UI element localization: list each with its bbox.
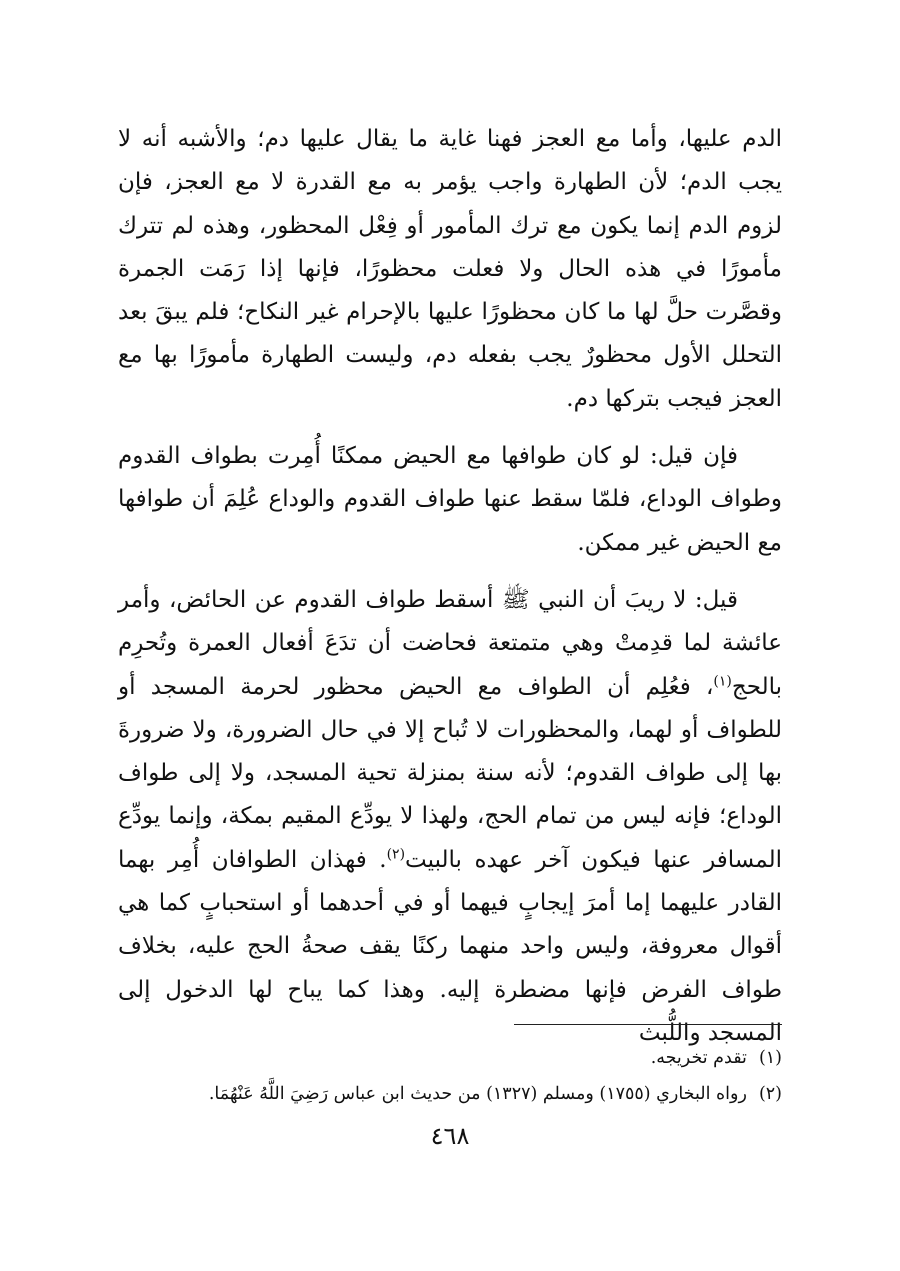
p3-line-1: قيل: لا ريبَ أن النبي ﷺ أسقط طواف القدوم عن الحائض، وأمر [118, 586, 738, 613]
p3-line-3: بالحج [731, 673, 782, 700]
footnote-2-text: رواه البخاري (١٧٥٥) ومسلم (١٣٢٧) من حديث ابن عباس رَضِيَ اللَّهُ عَنْهُمَا. [208, 1084, 747, 1104]
footnote-1-text: تقدم تخريجه. [650, 1048, 747, 1068]
p2-line-3: الحيض غير ممكن. [577, 529, 751, 556]
footnote-1 [118, 1040, 782, 1076]
footnote-2-marker: (٢) [758, 1084, 782, 1104]
footnote-2 [118, 1076, 782, 1112]
p3-line-8: المسافر عنها فيكون آخر عهده بالبيت [405, 846, 782, 873]
p3-line-11: معروفة، وليس واحد منهما ركنًا يقف صحةُ الحج عليه، بخلاف طواف [118, 933, 783, 1003]
footnote-1-marker: (١) [758, 1048, 782, 1068]
p1-line-5: محظورًا عليها بالإحرام غير النكاح؛ فلم يبقَ بعد التحلل الأول محظورٌ [118, 299, 783, 369]
footnote-ref-1[interactable]: (١) [713, 672, 732, 689]
p3-line-12: الفرض فإنها مضطرة إليه. وهذا كما يباح لها الدخول إلى المسجد واللُّبث [118, 976, 782, 1046]
p2-line-2: وطواف الوداع، فلمّا سقط عنها طواف القدوم والوداع عُلِمَ أن طوافها مع [118, 486, 782, 556]
p2-line-1: فإن قيل: لو كان طوافها مع الحيض ممكنًا أُمِرت بطواف القدوم [118, 443, 738, 470]
p3-line-2: عائشة لما قدِمتْ وهي متمتعة فحاضت أن تدَعَ أفعال العمرة وتُحرِم [118, 630, 782, 657]
footnotes [118, 1040, 782, 1112]
p1-line-1: الدم عليها، وأما مع العجز فهنا غاية ما يقال عليها دم؛ والأشبه أنه لا يجب [118, 126, 782, 196]
page-number: ٤٦٨ [430, 1122, 470, 1150]
p3-line-4: ، فعُلِم أن الطواف مع الحيض محظور لحرمة المسجد أو [118, 673, 714, 700]
footnote-ref-2[interactable]: (٢) [386, 846, 406, 863]
p1-line-3: يكون مع ترك المأمور أو فِعْل المحظور، وهذه لم تترك مأمورًا في هذه [118, 212, 782, 282]
p3-line-9: . فهذان الطوافان أُمِر بهما القادر [118, 846, 783, 917]
p3-line-6: بها إلى طواف القدوم؛ لأنه سنة بمنزلة تحية المسجد، ولا إلى طواف [118, 760, 782, 787]
p3-line-10: عليهما إما أمرَ إيجابٍ فيهما أو في أحدهما أو استحبابٍ كما هي أقوال [118, 890, 783, 960]
paragraph-3 [118, 579, 782, 1055]
p3-line-7: الوداع؛ فإنه ليس من تمام الحج، ولهذا لا يودِّع المقيم بمكة، وإنما يودِّع [118, 803, 782, 830]
paragraph-2 [118, 435, 782, 565]
p1-line-6: يجب بفعله دم، وليست الطهارة مأمورًا بها مع العجز فيجب بتركها دم. [118, 342, 782, 412]
p3-line-5: للطواف أو لهما، والمحظورات لا تُباح إلا في حال الضرورة، ولا ضرورةَ [118, 716, 782, 743]
main-text [118, 118, 782, 1055]
p1-line-2: الدم؛ لأن الطهارة واجب يؤمر به مع القدرة لا مع العجز، فإن لزوم الدم إنما [118, 169, 782, 239]
p1-line-4: الحال ولا فعلت محظورًا، فإنها إذا رَمَت الجمرة وقصَّرت حلَّ لها ما كان [118, 255, 782, 326]
footnote-divider [514, 1024, 782, 1025]
paragraph-1 [118, 118, 782, 421]
